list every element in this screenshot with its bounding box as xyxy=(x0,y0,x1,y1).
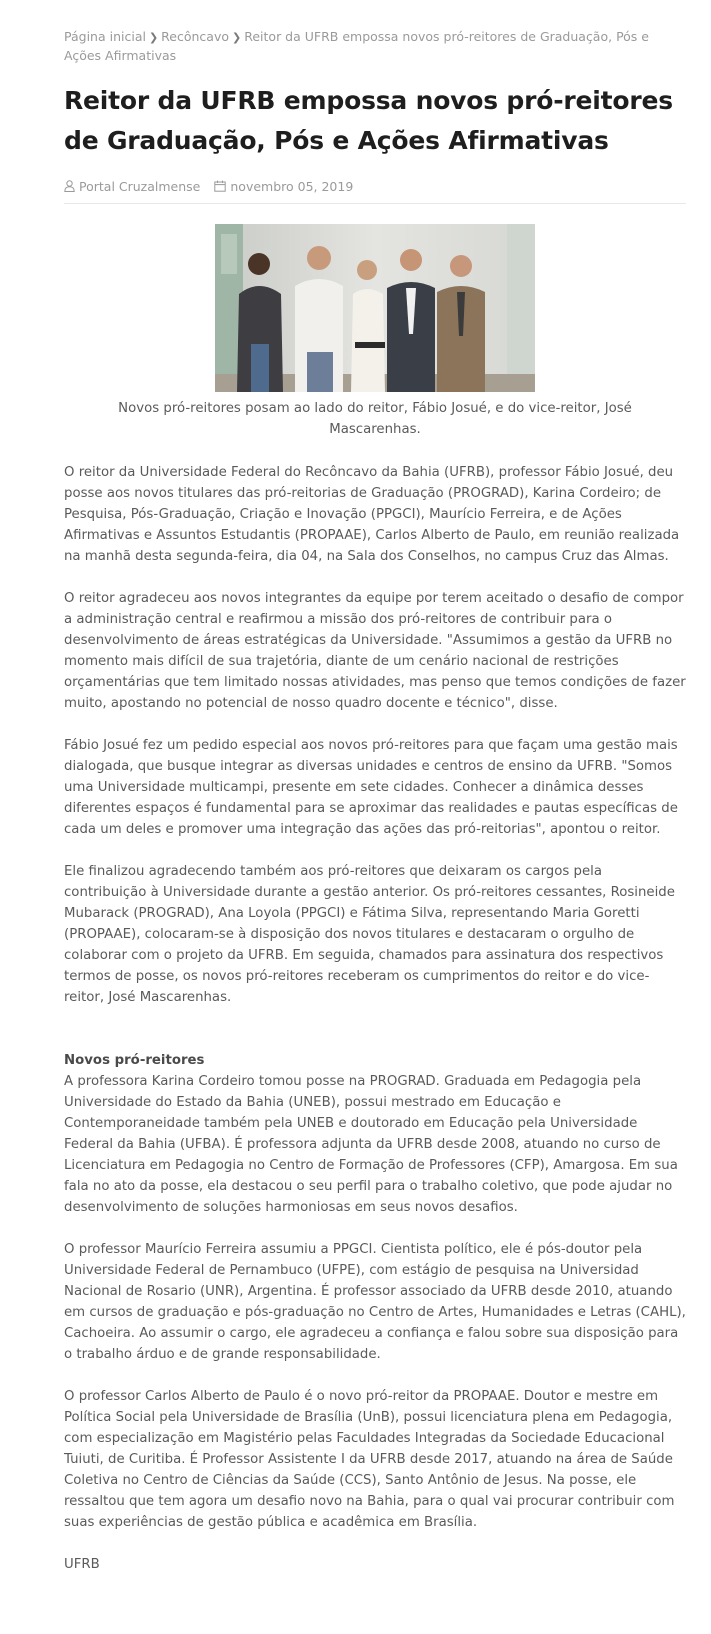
paragraph: O reitor da Universidade Federal do Recôncavo da Bahia (UFRB), professor Fábio Josué, deu posse aos novos titulares das pró-reitorias de Graduação (PROGRAD), Karina Cordeiro; de Pesquisa, Pós-Graduação, Criação e Inovação (PPGCI), Maurício Ferreira, e de Ações Afirmativas e Assuntos Estudantis (PROPAAE), Carlos Alberto de Paulo, em reunião realizada na manhã desta segunda-feira, dia 04, na Sala dos Conselhos, no campus Cruz das Almas. xyxy=(64,465,680,564)
paragraph: Ele finalizou agradecendo também aos pró-reitores que deixaram os cargos pela contribuição à Universidade durante a gestão anterior. Os pró-reitores cessantes, Rosineide Mubarack (PROGRAD), Ana Loyola (PPGCI) e Fátima Silva, representando Maria Goretti (PROPAAE), colocaram-se à disposição dos novos titulares e destacaram o orgulho de colaborar com o projeto da UFRB. Em seguida, chamados para assinatura dos respectivos termos de posse, os novos pró-reitores receberam os cumprimentos do reitor e do vice-reitor, José Mascarenhas. xyxy=(64,864,675,1005)
paragraph: A professora Karina Cordeiro tomou posse na PROGRAD. Graduada em Pedagogia pela Universidade do Estado da Bahia (UNEB), possui mestrado em Educação e Contemporaneidade também pela UNEB e doutorado em Educação pela Universidade Federal da Bahia (UFBA). É professora adjunta da UFRB desde 2008, atuando no curso de Licenciatura em Pedagogia no Centro de Formação de Professores (CFP), Amargosa. Em sua fala no ato da posse, ela destacou o seu perfil para o trabalho coletivo, que pode ajudar no desenvolvimento de soluções harmoniosas em seus novos desafios. xyxy=(64,1074,678,1215)
article-date xyxy=(214,179,353,194)
article-author xyxy=(64,179,200,194)
photo-caption: Novos pró-reitores posam ao lado do reitor, Fábio Josué, e do vice-reitor, José Mascarenhas. xyxy=(118,401,632,437)
breadcrumb-section-link[interactable]: Recôncavo xyxy=(161,29,230,44)
chevron-right-icon: ❯ xyxy=(232,31,242,44)
breadcrumb-home-link[interactable]: Página inicial xyxy=(64,29,146,44)
article-title: Reitor da UFRB empossa novos pró-reitores de Graduação, Pós e Ações Afirmativas xyxy=(64,86,673,155)
article-signature: UFRB xyxy=(64,1557,100,1572)
user-icon xyxy=(64,180,75,192)
chevron-right-icon: ❯ xyxy=(148,31,159,44)
calendar-icon xyxy=(214,180,226,192)
paragraph: O reitor agradeceu aos novos integrantes da equipe por terem aceitado o desafio de compor a administração central e reafirmou a missão dos pró-reitores de contribuir para o desenvolvimento de áreas estratégicas da Universidade. "Assumimos a gestão da UFRB no momento mais difícil de sua trajetória, diante de um cenário nacional de restrições orçamentárias que tem limitado nossas atividades, mas penso que temos condições de fazer muito, apostando no potencial de nosso quadro docente e técnico", disse. xyxy=(64,591,686,711)
paragraph: O professor Maurício Ferreira assumiu a PPGCI. Cientista político, ele é pós-doutor pela Universidade Federal de Pernambuco (UFPE), com estágio de pesquisa na Universidad Nacional de Rosario (UNR), Argentina. É professor associado da UFRB desde 2010, atuando em cursos de graduação e pós-graduação no Centro de Artes, Humanidades e Letras (CAHL), Cachoeira. Ao assumir o cargo, ele agradeceu a confiança e falou sobre sua disposição para o trabalho árduo e de grande responsabilidade. xyxy=(64,1242,686,1362)
article-body xyxy=(64,462,686,1575)
meta-divider xyxy=(64,203,686,204)
article-photo xyxy=(215,224,535,392)
author-link[interactable]: Portal Cruzalmense xyxy=(79,178,201,194)
article-figure xyxy=(64,224,686,440)
paragraph: Fábio Josué fez um pedido especial aos novos pró-reitores para que façam uma gestão mais dialogada, que busque integrar as diversas unidades e centros de ensino da UFRB. "Somos uma Universidade multicampi, presente em sete cidades. Conhecer a dinâmica desses diferentes espaços é fundamental para se aproximar das realidades e pautas específicas de cada um deles e promover uma integração das ações das pró-reitorias", apontou o reitor. xyxy=(64,738,678,837)
article-page xyxy=(64,0,686,1575)
paragraph: O professor Carlos Alberto de Paulo é o novo pró-reitor da PROPAAE. Doutor e mestre em Política Social pela Universidade de Brasília (UnB), possui licenciatura plena em Pedagogia, com especialização em Magistério pelas Faculdades Integradas da Sociedade Educacional Tuiuti, de Curitiba. É Professor Assistente I da UFRB desde 2017, atuando na área de Saúde Coletiva no Centro de Ciências da Saúde (CCS), Santo Antônio de Jesus. Na posse, ele ressaltou que tem agora um desafio novo na Bahia, para o qual vai procurar contribuir com suas experiências de gestão pública e acadêmica em Brasília. xyxy=(64,1389,675,1530)
breadcrumb-current: Reitor da UFRB empossa novos pró-reitores de Graduação, Pós e Ações Afirmativas xyxy=(64,29,649,63)
date-text: novembro 05, 2019 xyxy=(230,178,354,194)
section-subheading: Novos pró-reitores xyxy=(64,1053,205,1068)
article-meta xyxy=(64,177,686,195)
breadcrumb xyxy=(64,28,686,65)
